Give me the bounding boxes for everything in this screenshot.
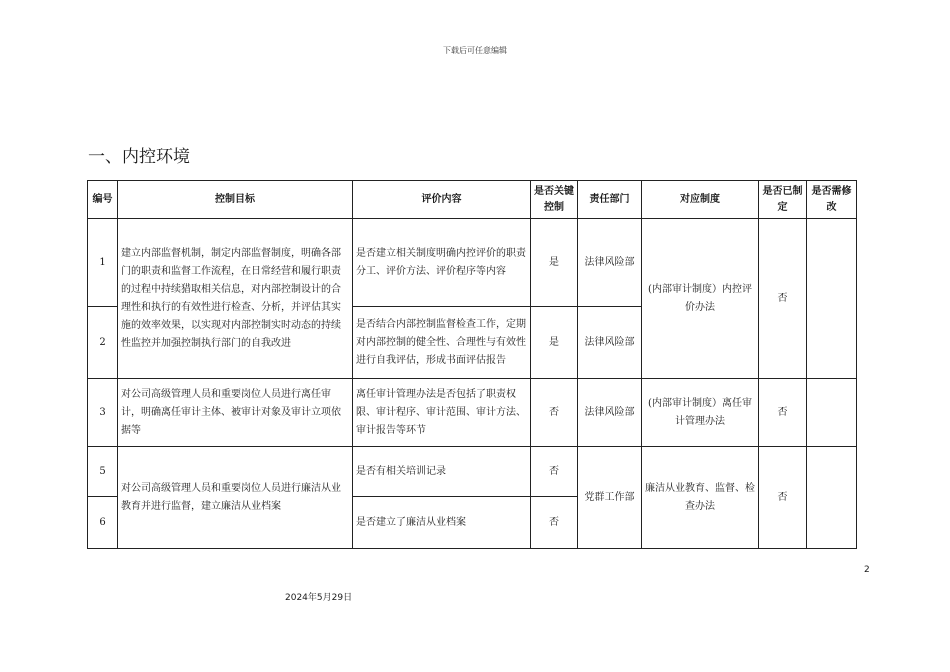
key-control: 是 [531,307,578,379]
table-row [88,447,857,497]
responsible-dept: 法律风险部 [578,379,642,447]
responsible-dept: 党群工作部 [578,447,642,549]
header-policy: 对应制度 [642,181,759,219]
control-goal: 建立内部监督机制，制定内部监督制度，明确各部门的职责和监督工作流程，在日常经营和履行职责的过程中持续猎取相关信息，对内部控制设计的合理性和执行的有效性进行检查、分析，并评估其实施的效率效果，以实现对内部控制实时动态的持续性监控并加强控制执行部门的自我改进 [118,219,353,379]
row-no: 1 [88,219,118,307]
made-status: 否 [759,219,807,379]
row-no: 5 [88,447,118,497]
table-row [88,219,857,307]
policy: (内部审计制度）离任审计管理办法 [642,379,759,447]
control-table [87,180,857,549]
modify-status [807,219,857,379]
header-made: 是否已制定 [759,181,807,219]
policy: 廉洁从业教育、监督、检查办法 [642,447,759,549]
eval-content: 是否有相关培训记录 [353,447,531,497]
made-status: 否 [759,447,807,549]
control-goal: 对公司高级管理人员和重要岗位人员进行廉洁从业教育并进行监督，建立廉洁从业档案 [118,447,353,549]
row-no: 2 [88,307,118,379]
section-title: 一、内控环境 [88,147,190,167]
eval-content: 是否建立相关制度明确内控评价的职责分工、评价方法、评价程序等内容 [353,219,531,307]
key-control: 否 [531,447,578,497]
responsible-dept: 法律风险部 [578,307,642,379]
header-goal: 控制目标 [118,181,353,219]
table-header-row [88,181,857,219]
key-control: 否 [531,379,578,447]
eval-content: 是否建立了廉洁从业档案 [353,497,531,549]
modify-status [807,379,857,447]
eval-content: 是否结合内部控制监督检查工作，定期对内部控制的健全性、合理性与有效性进行自我评估，形成书面评估报告 [353,307,531,379]
date: 2024年5月29日 [285,593,353,603]
modify-status [807,447,857,549]
header-key: 是否关键控制 [531,181,578,219]
row-no: 6 [88,497,118,549]
header-note: 下载后可任意编辑 [443,46,507,55]
header-no: 编号 [88,181,118,219]
header-dept: 责任部门 [578,181,642,219]
made-status: 否 [759,379,807,447]
key-control: 是 [531,219,578,307]
page-number: 2 [864,565,870,575]
policy: (内部审计制度）内控评价办法 [642,219,759,379]
eval-content: 离任审计管理办法是否包括了职责权限、审计程序、审计范围、审计方法、审计报告等环节 [353,379,531,447]
control-goal: 对公司高级管理人员和重要岗位人员进行离任审计，明确离任审计主体、被审计对象及审计立项依据等 [118,379,353,447]
header-content: 评价内容 [353,181,531,219]
row-no: 3 [88,379,118,447]
header-modify: 是否需修改 [807,181,857,219]
key-control: 否 [531,497,578,549]
responsible-dept: 法律风险部 [578,219,642,307]
table-row [88,379,857,447]
